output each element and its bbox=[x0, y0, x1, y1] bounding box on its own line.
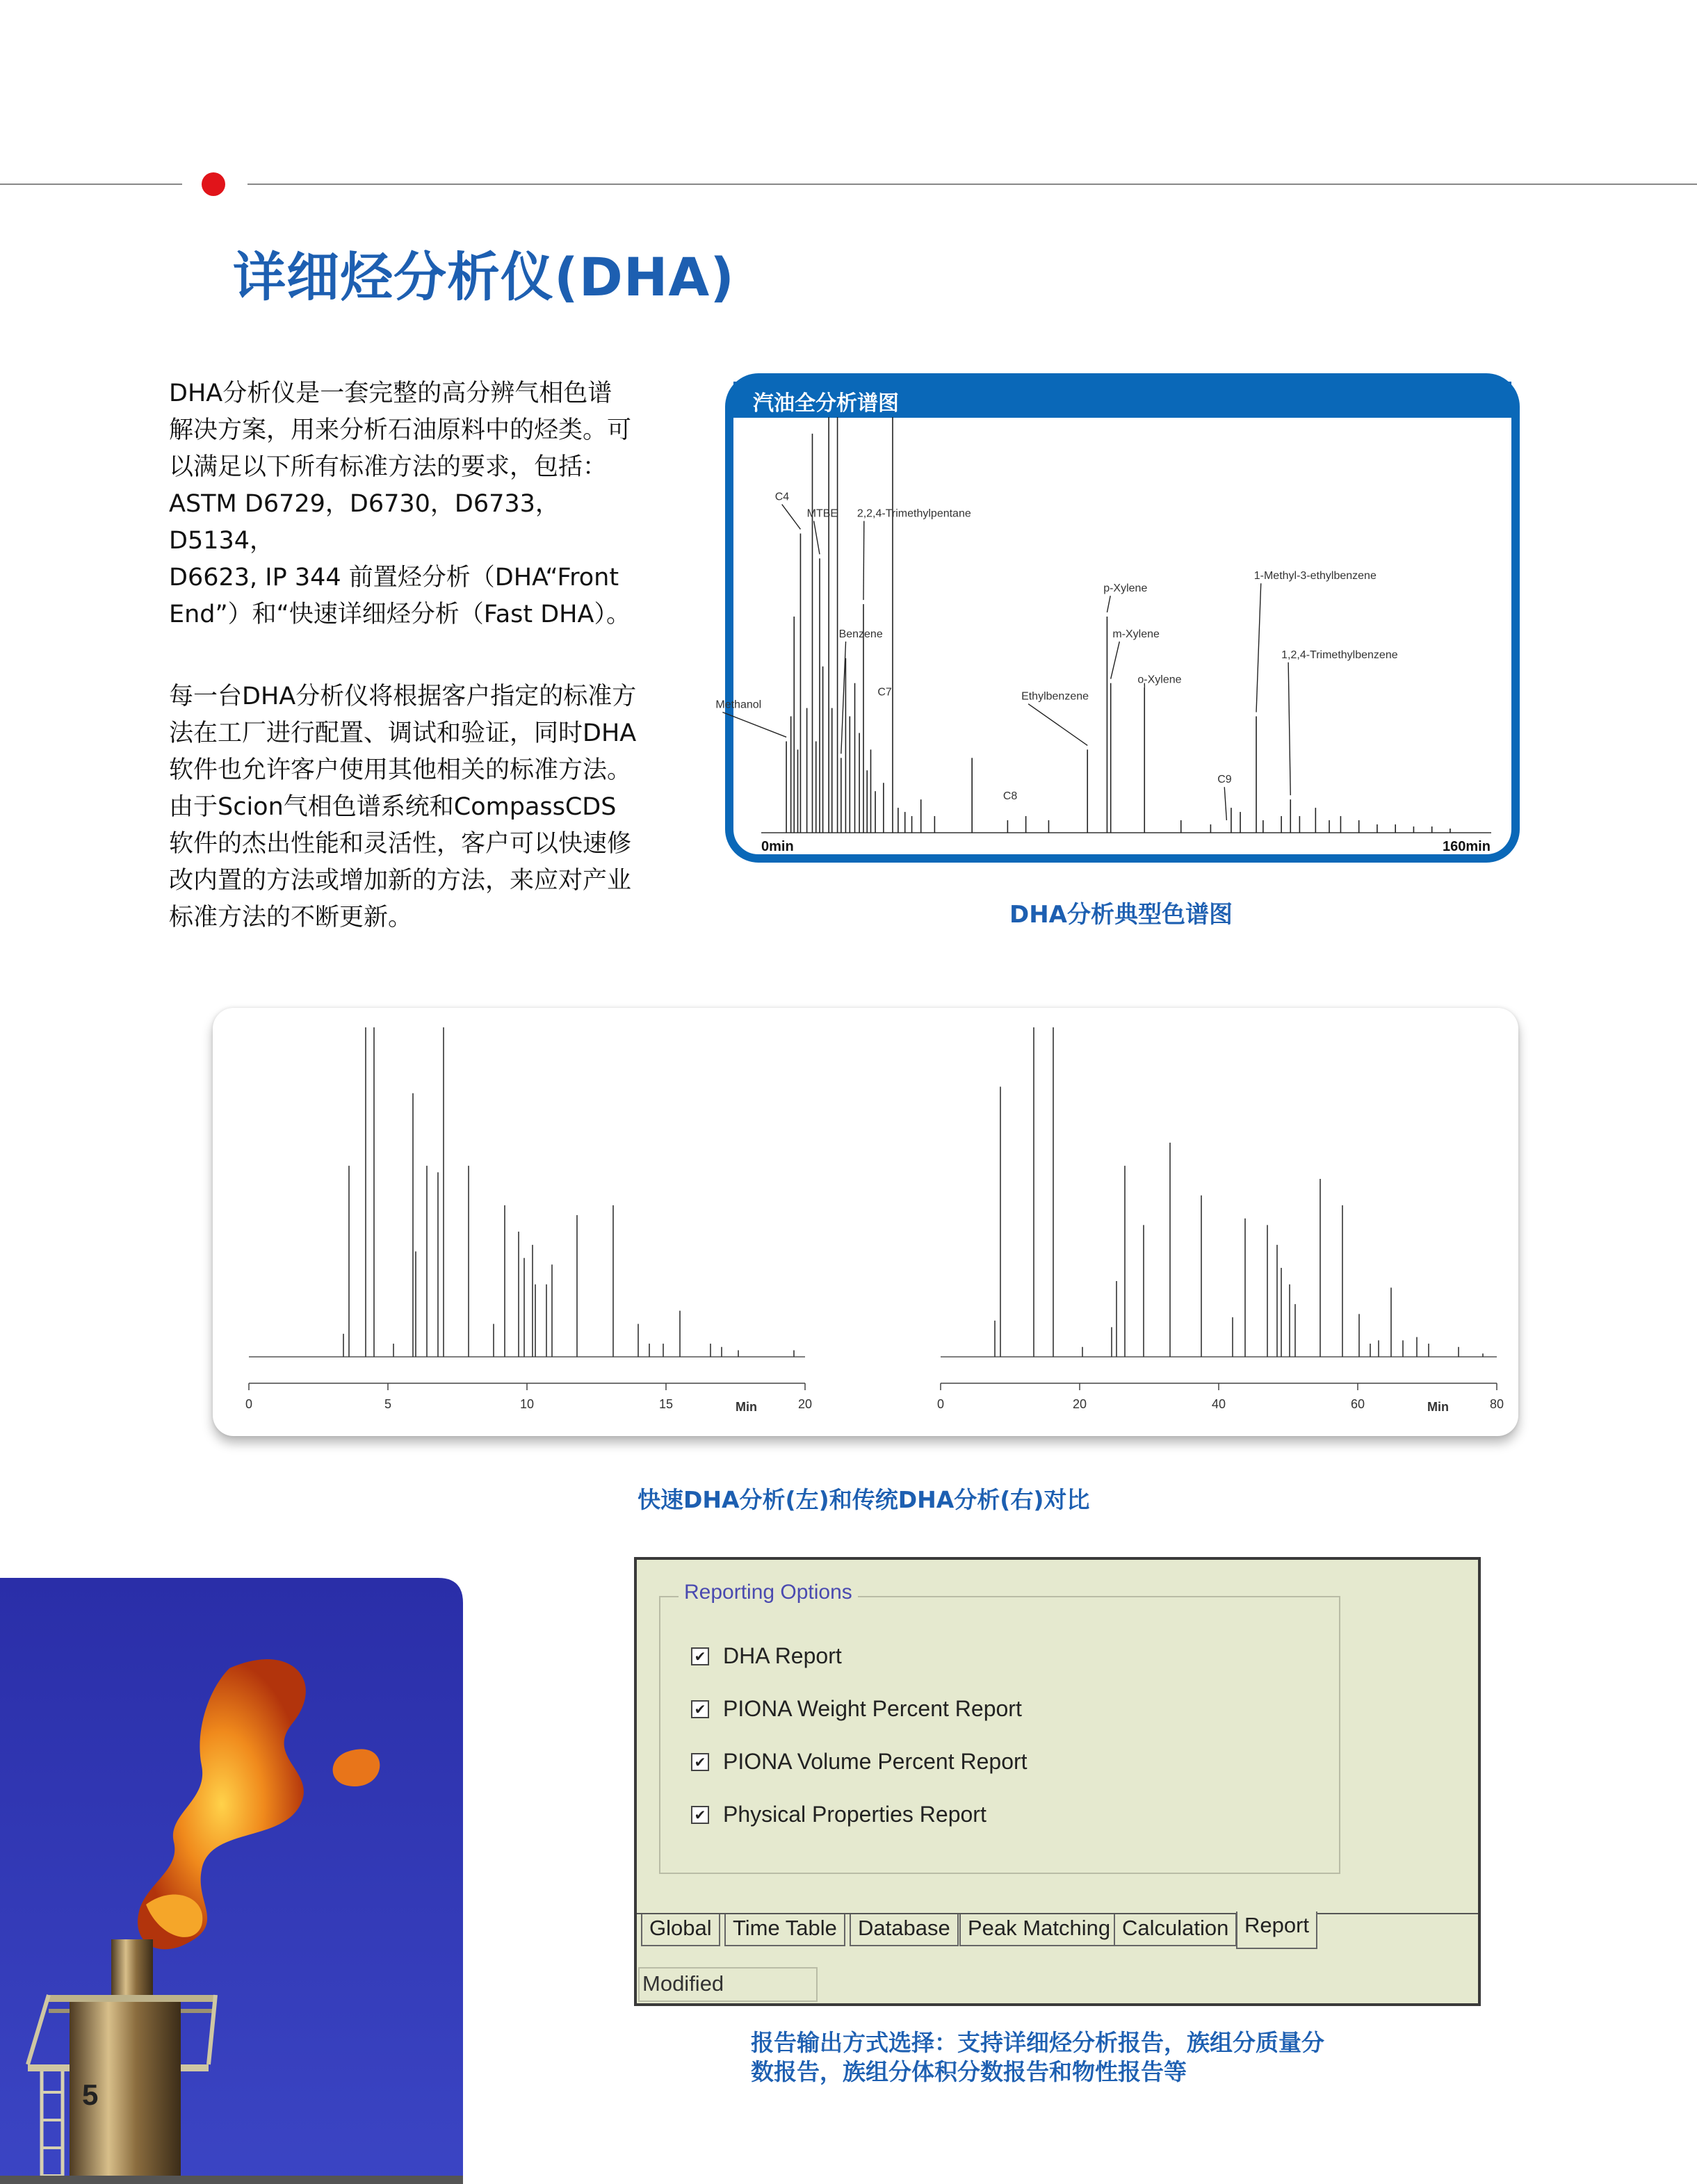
group-title: Reporting Options bbox=[679, 1581, 858, 1604]
x-axis-label: Min bbox=[1427, 1400, 1449, 1414]
x-axis-label: Min bbox=[736, 1400, 757, 1414]
peak-pointer bbox=[1256, 583, 1261, 712]
report-caption-line: 报告输出方式选择：支持详细烃分析报告，族组分质量分 bbox=[751, 2029, 1324, 2056]
tab-global[interactable]: Global bbox=[641, 1914, 720, 1946]
tab-report[interactable]: Report bbox=[1236, 1912, 1317, 1949]
intro-line: End”）和“快速详细烃分析（Fast DHA）。 bbox=[169, 601, 631, 628]
peak-pointer bbox=[1288, 662, 1290, 795]
peak-label: MTBE bbox=[806, 507, 838, 520]
page-number: 5 bbox=[82, 2078, 99, 2111]
config-line: 每一台DHA分析仪将根据客户指定的标准方 bbox=[169, 683, 637, 710]
peak-pointer bbox=[863, 521, 864, 601]
x-tick-label: 0min bbox=[761, 839, 794, 854]
x-tick-label: 20 bbox=[797, 1397, 813, 1411]
intro-line: 解决方案，用来分析石油原料中的烃类。可 bbox=[169, 416, 632, 444]
peak-label: 2,2,4-Trimethylpentane bbox=[856, 507, 971, 520]
x-tick-label: 80 bbox=[1489, 1397, 1504, 1411]
config-paragraph bbox=[169, 678, 656, 936]
peak-label: C4 bbox=[774, 491, 790, 503]
tab-calculation[interactable]: Calculation bbox=[1114, 1914, 1237, 1946]
intro-line: D6623, IP 344 前置烃分析（DHA“Front bbox=[169, 564, 619, 592]
header-rule-right bbox=[247, 184, 1697, 185]
tab-peak-matching[interactable]: Peak Matching bbox=[959, 1914, 1119, 1946]
config-line: 改内置的方法或增加新的方法，来应对产业 bbox=[169, 867, 632, 895]
header-rule-left bbox=[0, 184, 182, 185]
report-caption-line: 数报告，族组分体积分数报告和物性报告等 bbox=[751, 2058, 1187, 2085]
page-title: 详细烃分析仪(DHA) bbox=[233, 246, 735, 308]
x-tick-label: 5 bbox=[384, 1397, 392, 1411]
comparison-caption: 快速DHA分析(左)和传统DHA分析(右)对比 bbox=[638, 1486, 1090, 1513]
peak-label: Ethylbenzene bbox=[1021, 690, 1089, 703]
panel-title: 汽油全分析谱图 bbox=[753, 391, 899, 416]
option-piona-volume-report[interactable] bbox=[691, 1749, 1028, 1775]
config-line: 标准方法的不断更新。 bbox=[169, 904, 413, 931]
checkbox[interactable]: ✔ bbox=[691, 1753, 709, 1771]
option-piona-weight-report[interactable] bbox=[691, 1696, 1022, 1722]
peak-label: C8 bbox=[1002, 790, 1018, 803]
peak-label: m-Xylene bbox=[1112, 628, 1160, 640]
peak-label: C9 bbox=[1217, 774, 1232, 786]
status-field: Modified bbox=[638, 1967, 818, 2002]
config-line: 法在工厂进行配置、调试和验证，同时DHA bbox=[169, 719, 637, 747]
peak-pointer bbox=[1028, 704, 1087, 746]
peak-pointer bbox=[782, 505, 801, 530]
gasoline-chart-caption: DHA分析典型色谱图 bbox=[1009, 901, 1233, 929]
x-tick-label: 0 bbox=[245, 1397, 253, 1411]
intro-paragraph bbox=[169, 375, 656, 633]
intro-line: 以满足以下所有标准方法的要求，包括： bbox=[169, 453, 608, 481]
checkbox[interactable]: ✔ bbox=[691, 1700, 709, 1718]
peak-label: 1-Methyl-3-ethylbenzene bbox=[1253, 570, 1377, 582]
report-options-dialog bbox=[634, 1557, 1481, 2006]
option-dha-report[interactable] bbox=[691, 1643, 842, 1669]
config-line: 软件的杰出性能和灵活性，客户可以快速修 bbox=[169, 830, 632, 858]
x-tick-label: 10 bbox=[519, 1397, 535, 1411]
x-tick-label: 15 bbox=[658, 1397, 674, 1411]
option-label: PIONA Weight Percent Report bbox=[723, 1696, 1022, 1721]
x-tick-label: 40 bbox=[1211, 1397, 1226, 1411]
option-label: DHA Report bbox=[723, 1643, 842, 1668]
checkbox[interactable]: ✔ bbox=[691, 1647, 709, 1665]
peak-label: C7 bbox=[877, 686, 892, 699]
config-line: 由于Scion气相色谱系统和CompassCDS bbox=[169, 793, 617, 821]
peak-pointer bbox=[1107, 596, 1110, 612]
peak-pointer bbox=[1224, 787, 1226, 820]
tab-database[interactable]: Database bbox=[850, 1914, 959, 1946]
gasoline-chromatogram bbox=[715, 410, 1509, 855]
x-tick-label: 60 bbox=[1350, 1397, 1365, 1411]
flare-stack-photo bbox=[0, 1578, 463, 2184]
intro-line: ASTM D6729，D6730，D6733，D5134， bbox=[169, 490, 560, 555]
option-physical-properties-report[interactable] bbox=[691, 1802, 986, 1827]
peak-label: Benzene bbox=[838, 628, 883, 640]
checkbox[interactable]: ✔ bbox=[691, 1806, 709, 1824]
peak-label: p-Xylene bbox=[1103, 582, 1148, 595]
x-tick-label: 20 bbox=[1072, 1397, 1087, 1411]
traditional-dha-chromatogram bbox=[928, 1015, 1512, 1425]
peak-label: 1,2,4-Trimethylbenzene bbox=[1281, 649, 1398, 661]
peak-label: o-Xylene bbox=[1137, 674, 1182, 686]
x-tick-label: 0 bbox=[936, 1397, 945, 1411]
fast-dha-chromatogram bbox=[236, 1015, 820, 1425]
reporting-options-group bbox=[659, 1596, 1340, 1874]
intro-line: DHA分析仪是一套完整的高分辨气相色谱 bbox=[169, 380, 612, 407]
red-dot-marker bbox=[202, 172, 225, 196]
peak-pointer bbox=[814, 521, 820, 555]
peak-pointer bbox=[841, 642, 846, 753]
x-tick-label: 160min bbox=[1443, 839, 1491, 854]
tab-time-table[interactable]: Time Table bbox=[724, 1914, 845, 1946]
peak-label: Methanol bbox=[715, 699, 762, 711]
config-line: 软件也允许客户使用其他相关的标准方法。 bbox=[169, 756, 632, 784]
report-caption bbox=[751, 2028, 1324, 2087]
option-label: Physical Properties Report bbox=[723, 1802, 986, 1827]
option-label: PIONA Volume Percent Report bbox=[723, 1749, 1028, 1774]
peak-pointer bbox=[1111, 642, 1120, 679]
